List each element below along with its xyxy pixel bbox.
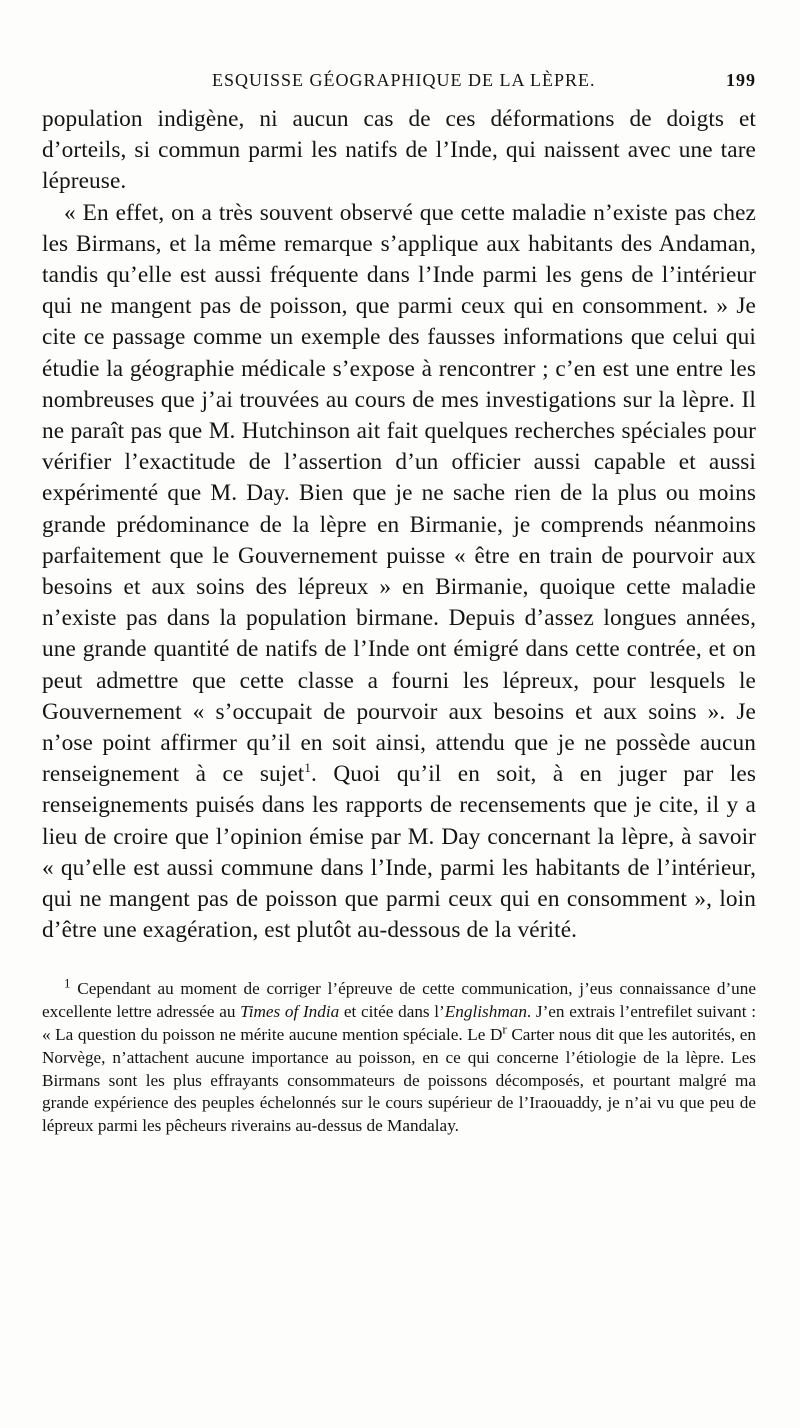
paragraph-1: population indigène, ni aucun cas de ces déformations de doigts et d’orteils, si commun parmi les natifs de l’Inde, qui naissent avec une tare lépreuse. — [42, 106, 756, 195]
footnote-text-2: et citée dans l’ — [339, 1002, 445, 1022]
book-page — [42, 60, 756, 1138]
footnote-text-1: Cependant au moment de corriger l’épreuve de cette communication, j’eus connaissance d’une excellente lettre adressée au — [42, 979, 756, 1022]
footnote-text-4: Carter nous dit que les autorités, en Norvège, n’attachent aucune importance au poisson, en ce qui concerne l’étiologie de la lèpre. Les Birmans sont les plus effrayants consommateurs de poissons décomposés, et pourtant malgré ma grande expérience des peuples échelonnés sur le cours supérieur de l’Iraouaddy, je n’ai vu que peu de lépreux parmi les pêcheurs riverains au-dessus de Mandalay. — [42, 1025, 757, 1136]
newspaper-title-times-of-india: Times of India — [240, 1002, 340, 1022]
footnote-spacer — [42, 946, 756, 978]
page-number: 199 — [726, 70, 756, 90]
footnote-mark: 1 — [64, 975, 71, 991]
footnote-text-3: . J’en extrais l’entrefilet suivant : « La question du poisson ne mérite aucune mention spéciale. Le D — [42, 1002, 756, 1045]
paragraph-2-text-a: « En effet, on a très souvent observé que cette maladie n’existe pas chez les Birmans, et la même remarque s’applique aux habitants des Andaman, tandis qu’elle est aussi fréquente dans l’Inde parmi les gens de l’intérieur qui ne mangent pas de poisson, que parmi ceux qui en consomment. » Je cite ce passage comme un exemple des fausses informations que celui qui étudie la géographie médicale s’expose à rencontrer ; c’en est une entre les nombreuses que j’ai trouvées au cours de mes investigations sur la lèpre. Il ne paraît pas que M. Hutchinson ait fait quelques recherches spéciales pour vérifier l’exactitude de l’assertion d’un officier aussi capable et aussi expérimenté que M. Day. Bien que je ne sache rien de la plus ou moins grande prédominance de la lèpre en Birmanie, je comprends néanmoins parfaitement que le Gouvernement puisse « être en train de pourvoir aux besoins et aux soins des lépreux » en Birmanie, quoique cette maladie n’existe pas dans la population birmane. Depuis d’assez longues années, une grande quantité de natifs de l’Inde ont émigré dans cette contrée, et on peut admettre que cette classe a fourni les lépreux, pour lesquels le Gouvernement « s’occupait de pourvoir aux besoins et aux soins ». Je n’ose point affirmer qu’il en soit ainsi, attendu que je ne possède aucun renseignement à ce sujet — [42, 199, 756, 788]
paragraph-2 — [42, 198, 756, 947]
paragraph-2-text-b: . Quoi qu’il en soit, à en juger par les renseignements puisés dans les rapports de recensements que je cite, il y a lieu de croire que l’opinion émise par M. Day concernant la lèpre, à savoir « qu’elle est aussi commune dans l’Inde, parmi les habitants de l’intérieur, qui ne mangent pas de poisson que parmi ceux qui en consomment », loin d’être une exagération, est plutôt au-dessous de la vérité. — [42, 761, 756, 944]
footnote — [42, 975, 757, 1138]
running-head — [42, 60, 756, 92]
newspaper-title-englishman: Englishman — [444, 1002, 527, 1022]
running-title: ESQUISSE GÉOGRAPHIQUE DE LA LÈPRE. — [212, 70, 596, 90]
footnote-paragraph — [42, 975, 757, 1138]
footnote-reference: 1 — [304, 760, 311, 776]
doctor-abbrev-sup: r — [502, 1021, 507, 1037]
body-text — [42, 104, 756, 946]
